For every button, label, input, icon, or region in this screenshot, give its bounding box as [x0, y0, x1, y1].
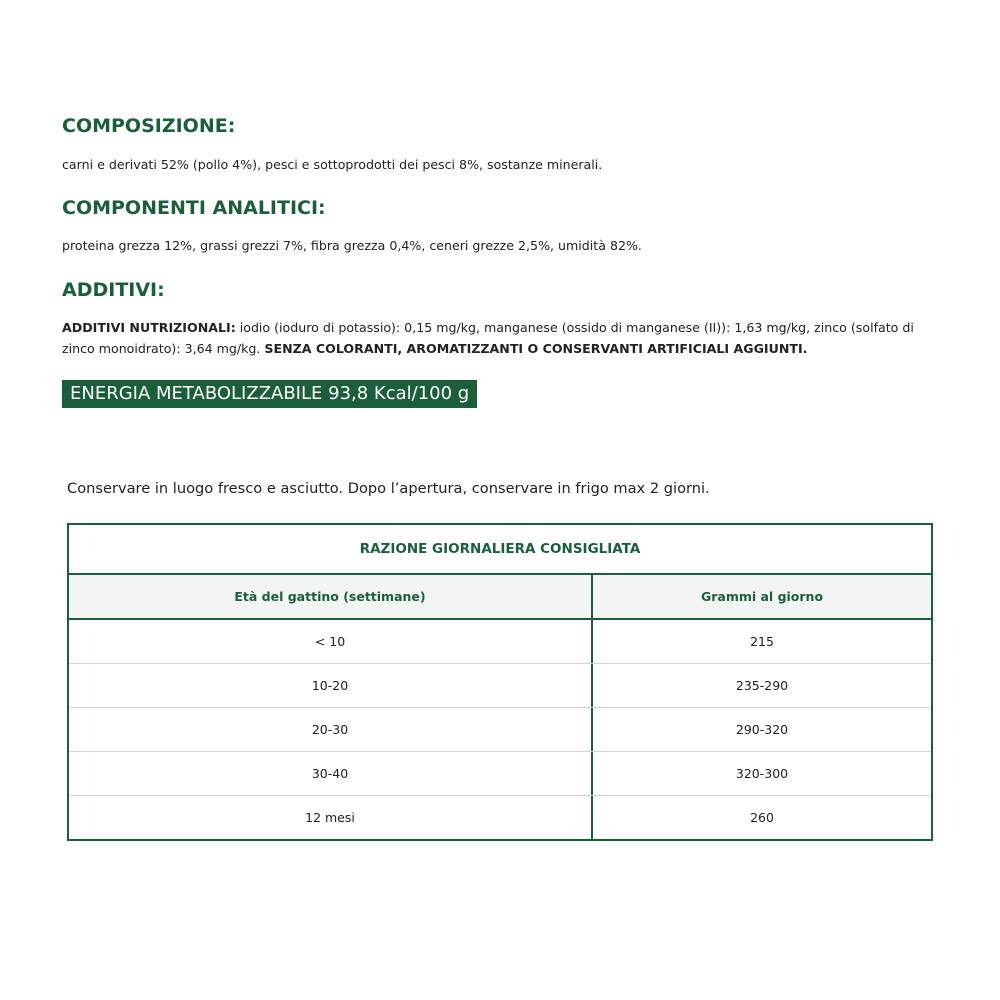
- table-row: [69, 796, 931, 839]
- table-row: [69, 752, 931, 796]
- additivi-notice: SENZA COLORANTI, AROMATIZZANTI O CONSERVANTI ARTIFICIALI AGGIUNTI.: [264, 341, 808, 356]
- grams-cell: 260: [750, 810, 774, 825]
- grams-cell: 215: [750, 634, 774, 649]
- table-row: [69, 708, 931, 752]
- additivi-body: iodio (ioduro di potassio): 0,15 mg/kg, manganese (ossido di manganese (II)): 1,63 mg/kg, zinco (solfato di zinco monoidrato): 3,64 mg/kg.: [62, 320, 914, 356]
- ration-header-row: [69, 575, 931, 620]
- ration-title: RAZIONE GIORNALIERA CONSIGLIATA: [69, 525, 931, 575]
- col-header-grams: Grammi al giorno: [700, 589, 824, 604]
- age-cell: < 10: [69, 620, 593, 663]
- additivi-label: ADDITIVI NUTRIZIONALI:: [62, 320, 236, 335]
- additivi-text: [62, 317, 937, 359]
- age-cell: 30-40: [69, 752, 593, 795]
- composizione-text: carni e derivati 52% (pollo 4%), pesci e sottoprodotti dei pesci 8%, sostanze minerali.: [62, 157, 603, 172]
- age-cell: 20-30: [69, 708, 593, 751]
- table-row: [69, 620, 931, 664]
- table-row: [69, 664, 931, 708]
- age-cell: 12 mesi: [69, 796, 593, 839]
- energy-banner: ENERGIA METABOLIZZABILE 93,8 Kcal/100 g: [62, 380, 477, 408]
- age-cell: 10-20: [69, 664, 593, 707]
- storage-note: Conservare in luogo fresco e asciutto. Dopo l’apertura, conservare in frigo max 2 giorni.: [67, 480, 710, 497]
- col-header-age: Età del gattino (settimane): [69, 575, 593, 618]
- additivi-heading: ADDITIVI:: [62, 279, 165, 301]
- grams-cell: 290-320: [735, 722, 789, 737]
- componenti-text: proteina grezza 12%, grassi grezzi 7%, fibra grezza 0,4%, ceneri grezze 2,5%, umidità 82%.: [62, 238, 642, 253]
- grams-cell: 235-290: [735, 678, 789, 693]
- grams-cell: 320-300: [735, 766, 789, 781]
- composizione-heading: COMPOSIZIONE:: [62, 115, 236, 137]
- componenti-heading: COMPONENTI ANALITICI:: [62, 197, 326, 219]
- ration-table: [67, 523, 933, 841]
